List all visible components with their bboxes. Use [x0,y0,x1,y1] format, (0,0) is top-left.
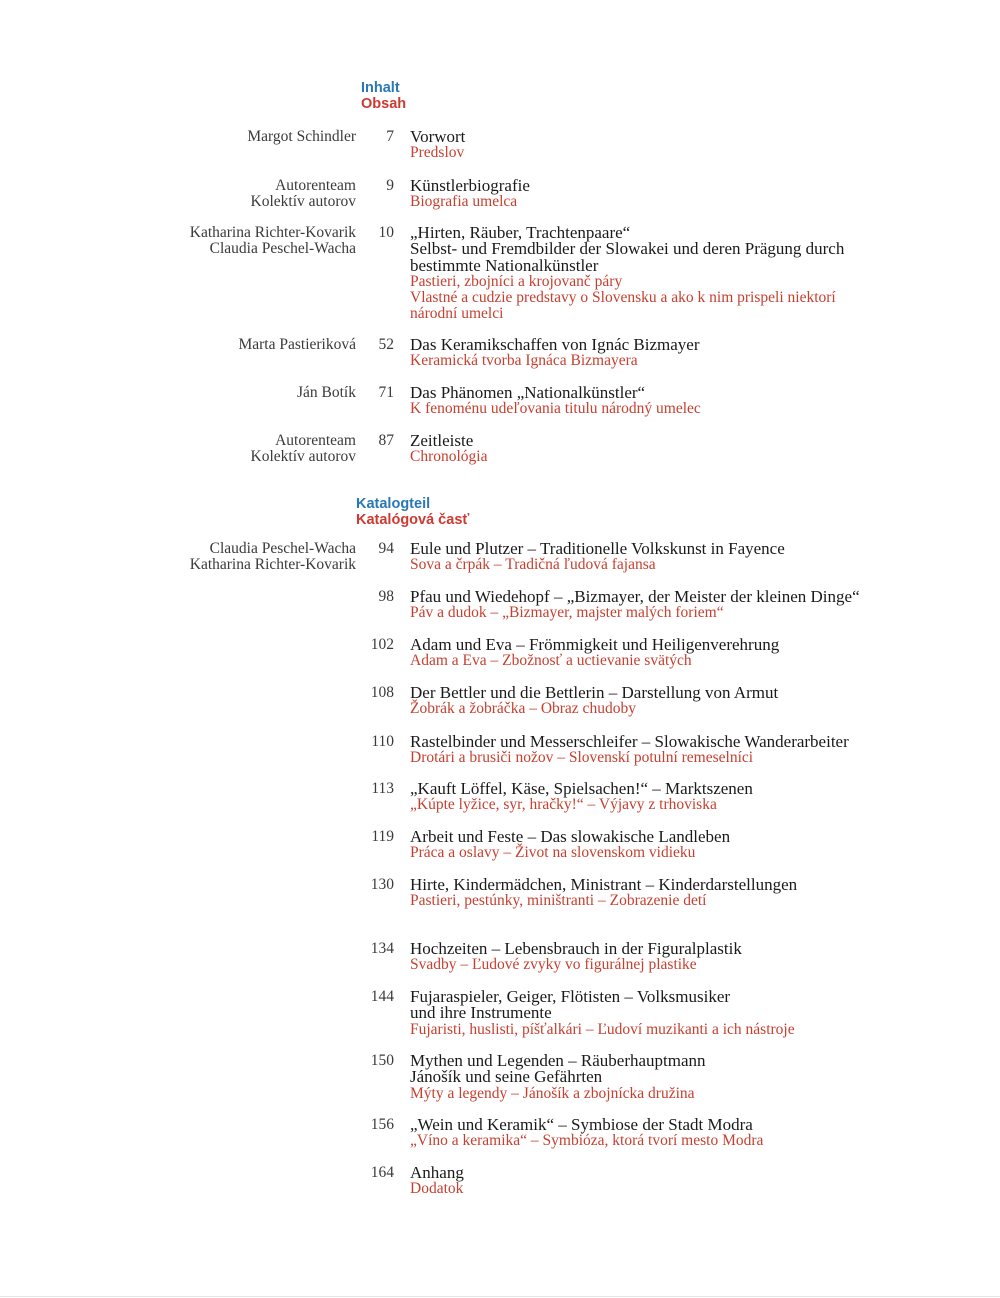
title-de: „Kauft Löffel, Käse, Spielsachen!“ – Marktszenen [410,779,753,798]
contents-heading-sk: Obsah [361,96,407,112]
page-edge-line [0,1296,1000,1297]
title-sk: Páv a dudok – „Bizmayer, majster malých foriem“ [410,604,724,622]
catalog-heading-de: Katalogteil [356,496,431,512]
entry-titles [410,1053,970,1102]
title-de: Adam und Eva – Frömmigkeit und Heiligenverehrung [410,635,780,654]
entry-titles [410,225,970,323]
entry-titles [410,1117,970,1150]
title-sk: „Kúpte lyžice, syr, hračky!“ – Výjavy z trhoviska [410,796,717,814]
author-name: Kolektív autorov [250,448,356,465]
entry-authors [190,225,356,257]
entry-authors [251,178,356,210]
author-name: Claudia Peschel-Wacha [209,540,356,557]
catalog-entry[interactable] [0,1053,1000,1115]
page-number: 10 [378,224,394,241]
author-name: Ján Botík [297,384,356,401]
entry-authors [190,541,356,573]
title-de: „Wein und Keramik“ – Symbiose der Stadt Modra [410,1115,753,1134]
page-number: 134 [370,940,394,957]
title-de: Vorwort [410,127,466,146]
author-name: Autorenteam [275,432,356,449]
title-de: Hirte, Kindermädchen, Ministrant – Kinderdarstellungen [410,875,798,894]
page-number: 52 [378,336,394,353]
page-number: 71 [378,384,394,401]
catalog-heading [0,496,1000,528]
entry-titles [410,685,970,718]
entry-titles [410,989,970,1038]
author-name: Kolektív autorov [250,193,356,210]
page-number: 7 [386,128,394,145]
page-number: 113 [371,780,394,797]
author-name: Katharina Richter-Kovarik [189,556,356,573]
page-number: 164 [370,1164,394,1181]
title-sk: „Víno a keramika“ – Symbióza, ktorá tvorí mesto Modra [410,1132,764,1150]
title-sk: Pastieri, zbojníci a krojovanč páry Vlastné a cudzie predstavy o Slovensku a ako k nim prispeli niektorí národní umelci [410,272,836,323]
title-de: Das Phänomen „Nationalkünstler“ [410,383,646,402]
title-sk: Dodatok [410,1180,464,1198]
title-sk: Sova a črpák – Tradičná ľudová fajansa [410,556,656,574]
page-number: 144 [370,988,394,1005]
entry-titles [410,941,970,974]
entry-titles [410,178,970,211]
contents-heading [0,80,1000,112]
page-number: 9 [386,177,394,194]
page-number: 98 [378,588,394,605]
entry-titles [410,1165,970,1198]
author-name: Marta Pastieriková [238,336,356,353]
title-sk: Keramická tvorba Ignáca Bizmayera [410,352,638,370]
title-de: Arbeit und Feste – Das slowakische Landleben [410,827,731,846]
title-sk: Chronológia [410,448,488,466]
title-de: Eule und Plutzer – Traditionelle Volkskunst in Fayence [410,539,785,558]
entry-titles [410,129,970,162]
title-sk: Mýty a legendy – Jánošík a zbojnícka družina [410,1084,695,1102]
title-de: Mythen und Legenden – Räuberhauptmann Jánošík und seine Gefährten [410,1051,706,1087]
page-number: 108 [370,684,394,701]
page-number: 94 [378,540,394,557]
title-de: Fujaraspieler, Geiger, Flötisten – Volksmusiker und ihre Instrumente [410,987,731,1023]
title-de: Pfau und Wiedehopf – „Bizmayer, der Meister der kleinen Dinge“ [410,587,860,606]
catalog-entry[interactable] [0,877,1000,937]
title-sk: K fenoménu udeľovania titulu národný umelec [410,400,701,418]
page-number: 150 [370,1052,394,1069]
title-de: Zeitleiste [410,431,474,450]
title-sk: Svadby – Ľudové zvyky vo figurálnej plastike [410,956,697,974]
entry-titles [410,337,970,370]
title-de: Der Bettler und die Bettlerin – Darstellung von Armut [410,683,779,702]
title-sk: Práca a oslavy – Život na slovenskom vidieku [410,844,696,862]
title-sk: Drotári a brusiči nožov – Slovenskí potulní remeselníci [410,749,754,767]
title-de: Künstlerbiografie [410,176,530,195]
contents-heading-de: Inhalt [361,80,400,96]
entry-authors [247,129,356,145]
entry-titles [410,589,970,622]
title-de: Rastelbinder und Messerschleifer – Slowakische Wanderarbeiter [410,732,849,751]
toc-entry[interactable] [0,433,1000,493]
entry-titles [410,781,970,814]
toc-entry[interactable] [0,225,1000,335]
page-number: 110 [371,733,394,750]
entry-titles [410,877,970,910]
title-sk: Žobrák a žobráčka – Obraz chudoby [410,700,636,718]
entry-authors [297,385,356,401]
title-de: Hochzeiten – Lebensbrauch in der Figuralplastik [410,939,742,958]
entry-titles [410,734,970,767]
entry-titles [410,829,970,862]
entry-titles [410,433,970,466]
entry-titles [410,637,970,670]
catalog-heading-sk: Katalógová časť [356,512,470,528]
author-name: Katharina Richter-Kovarik [189,224,356,241]
title-de: Das Keramikschaffen von Ignác Bizmayer [410,335,700,354]
page-number: 102 [370,636,394,653]
entry-titles [410,385,970,418]
title-sk: Adam a Eva – Zbožnosť a uctievanie svätých [410,652,692,670]
title-sk: Predslov [410,144,465,162]
page-number: 130 [370,876,394,893]
title-de: „Hirten, Räuber, Trachtenpaare“ Selbst- und Fremdbilder der Slowakei und deren Prägung durch bestimmte Nationalkünstler [410,223,845,275]
title-sk: Biografia umelca [410,193,518,211]
title-de: Anhang [410,1163,464,1182]
entry-titles [410,541,970,574]
title-sk: Pastieri, pestúnky, miništranti – Zobrazenie detí [410,892,707,910]
author-name: Autorenteam [275,177,356,194]
entry-authors [238,337,356,353]
author-name: Claudia Peschel-Wacha [209,240,356,257]
entry-authors [251,433,356,465]
page-number: 119 [371,828,394,845]
author-name: Margot Schindler [247,128,356,145]
catalog-entry[interactable] [0,989,1000,1051]
catalog-entry[interactable] [0,1165,1000,1225]
page-number: 156 [370,1116,394,1133]
page-number: 87 [378,432,394,449]
title-sk: Fujaristi, huslisti, píšťalkári – Ľudoví muzikanti a ich nástroje [410,1020,795,1038]
